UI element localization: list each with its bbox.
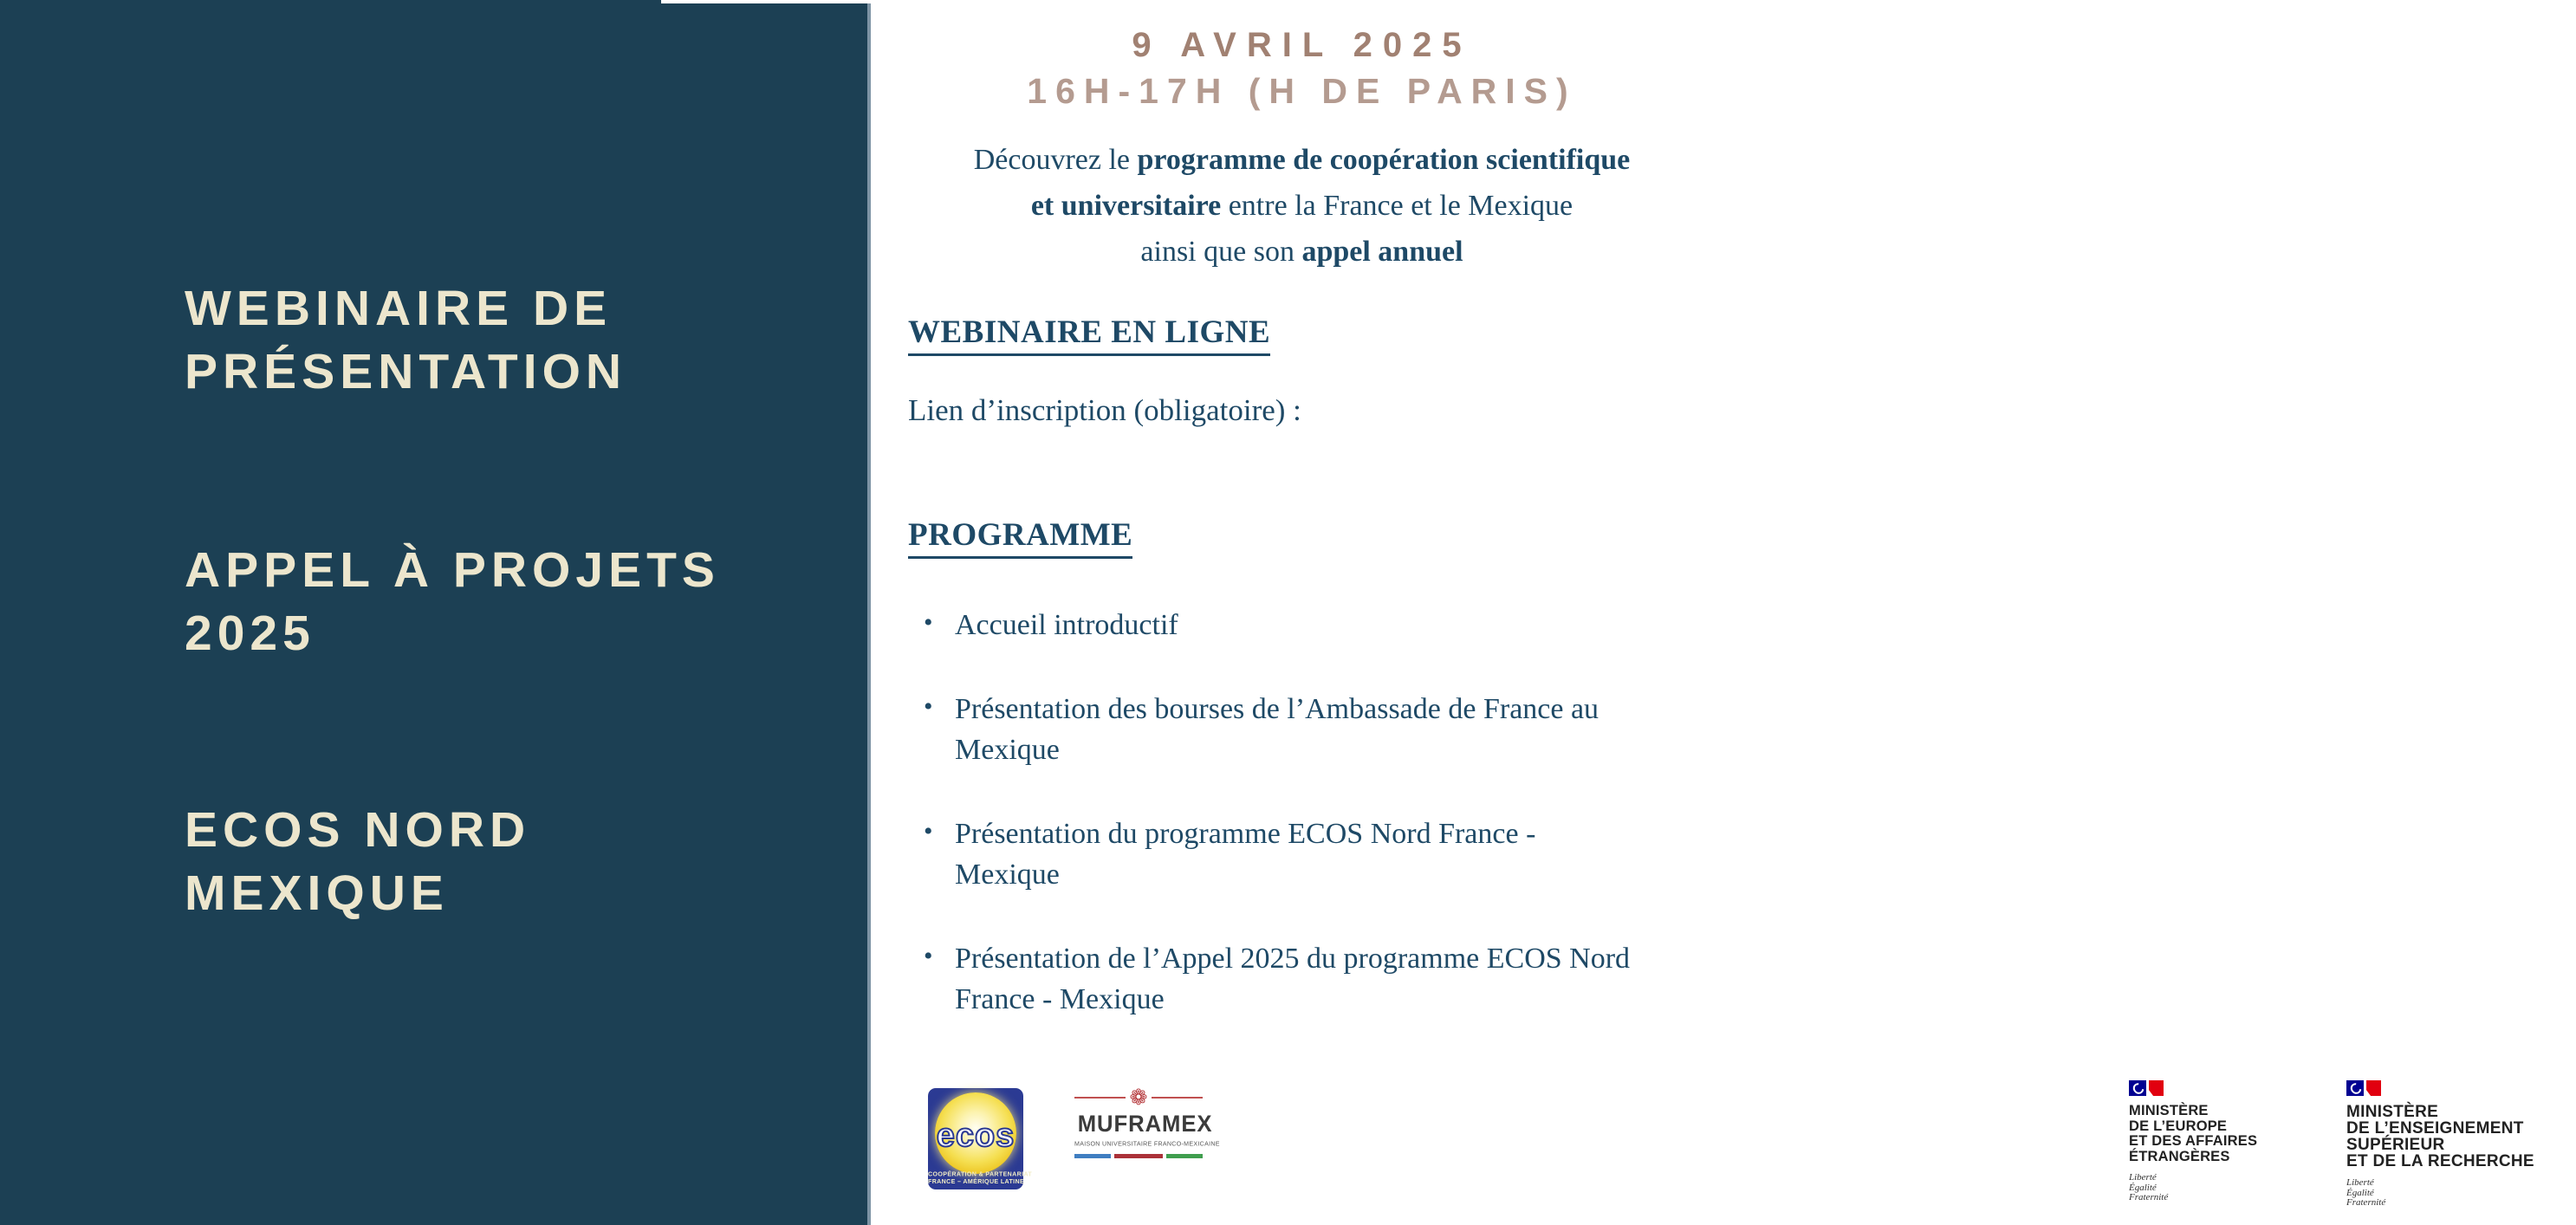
ministry-name-line: MINISTÈRE (2129, 1103, 2209, 1118)
ministry-name (2129, 1104, 2311, 1164)
program-list (918, 605, 1651, 1063)
program-item-line: Présentation des bourses de l’Ambassade de France au (955, 693, 1599, 725)
program-heading: PROGRAMME (908, 516, 1132, 559)
motto-line: Liberté (2129, 1172, 2157, 1183)
ministry-motto (2346, 1178, 2576, 1209)
title-ecos-nord-mexique (185, 799, 530, 925)
intro-line (879, 229, 1724, 275)
motto-line: Liberté (2346, 1177, 2374, 1188)
program-item (918, 689, 1651, 770)
muframex-subtitle: MAISON UNIVERSITAIRE FRANCO-MEXICAINE (1074, 1140, 1220, 1148)
event-date: 9 AVRIL 2025 (1132, 26, 1472, 64)
motto-line: Fraternité (2346, 1197, 2386, 1208)
ecos-wordmark: ecos (936, 1118, 1015, 1154)
title-line: MEXIQUE (185, 865, 449, 921)
ministry-europe-foreign-affairs-logo (2129, 1080, 2311, 1203)
ministry-name-line: DE L’ENSEIGNEMENT (2346, 1119, 2524, 1138)
motto-line: Égalité (2129, 1182, 2157, 1193)
french-flag-icon (2346, 1080, 2386, 1096)
program-item-line: Accueil introductif (955, 609, 1178, 641)
program-item-line: France - Mexique (955, 983, 1165, 1015)
webinar-online-heading: WEBINAIRE EN LIGNE (908, 314, 1270, 356)
muframex-tricolor-bar (1074, 1154, 1203, 1158)
bar-green (1166, 1154, 1203, 1158)
muframex-ornament-row (1074, 1085, 1203, 1111)
motto-line: Fraternité (2129, 1192, 2169, 1202)
ministry-name-line: ÉTRANGÈRES (2129, 1148, 2230, 1164)
program-item-line: Présentation du programme ECOS Nord France - (955, 818, 1536, 850)
program-item (918, 605, 1651, 645)
top-edge-notch (661, 0, 871, 3)
program-item-line: Mexique (955, 734, 1060, 766)
ecos-caption-line: COOPÉRATION & PARTENARIAT (928, 1170, 1033, 1178)
event-time: 16H-17H (H DE PARIS) (1027, 71, 1577, 111)
title-webinaire-de-presentation (185, 277, 626, 404)
muframex-wordmark: MUFRAMEX (1077, 1111, 1213, 1137)
muframex-flower-icon: ❁ (1129, 1085, 1148, 1110)
flag-blue-block (2346, 1080, 2364, 1096)
right-content (871, 0, 2534, 1225)
motto-line: Égalité (2346, 1187, 2374, 1198)
bar-red (1114, 1154, 1164, 1158)
program-item-line: Présentation de l’Appel 2025 du programme ECOS Nord (955, 943, 1631, 975)
flag-blue-block (2129, 1080, 2146, 1096)
intro-text: Découvrez le (973, 144, 1138, 176)
ministry-name-line: SUPÉRIEUR (2346, 1136, 2445, 1154)
title-line: WEBINAIRE DE (185, 281, 613, 336)
intro-text-bold: et universitaire (1030, 190, 1222, 222)
program-item (918, 938, 1651, 1020)
left-panel (0, 0, 871, 1225)
intro-text-bold: appel annuel (1301, 236, 1463, 268)
ministry-name-line: DE L’EUROPE (2129, 1118, 2228, 1134)
intro-line (879, 183, 1724, 229)
french-flag-icon (2129, 1080, 2169, 1096)
ecos-caption-line: FRANCE – AMÉRIQUE LATINE (928, 1178, 1025, 1186)
ministry-name-line: ET DE LA RECHERCHE (2346, 1152, 2534, 1170)
title-appel-a-projets-2025 (185, 539, 720, 665)
title-line: ECOS NORD (185, 802, 531, 858)
ecos-caption (928, 1170, 1033, 1186)
title-line: PRÉSENTATION (185, 344, 627, 399)
ministry-higher-education-research-logo (2346, 1080, 2576, 1209)
flag-red-block (2366, 1080, 2381, 1096)
muframex-rule-left (1074, 1097, 1126, 1099)
bar-blue (1074, 1154, 1111, 1158)
intro-text-bold: programme de coopération scientifique (1137, 144, 1631, 176)
ministry-name-line: MINISTÈRE (2346, 1103, 2439, 1121)
intro-line (879, 137, 1724, 183)
ministry-name (2346, 1104, 2576, 1170)
program-item (918, 813, 1651, 895)
muframex-rule-right (1152, 1097, 1203, 1099)
registration-link-label: Lien d’inscription (obligatoire) : (908, 393, 1301, 427)
ministry-motto (2129, 1173, 2311, 1203)
program-item-line: Mexique (955, 859, 1060, 891)
ministry-name-line: ET DES AFFAIRES (2129, 1133, 2258, 1149)
muframex-logo (1074, 1085, 1220, 1158)
title-line: APPEL À PROJETS (185, 542, 720, 598)
ecos-logo (928, 1088, 1033, 1189)
intro-text: ainsi que son (1140, 236, 1302, 268)
title-line: 2025 (185, 606, 315, 661)
intro-text: entre la France et le Mexique (1221, 190, 1574, 222)
intro-paragraph (879, 137, 1724, 275)
flag-red-block (2149, 1080, 2164, 1096)
